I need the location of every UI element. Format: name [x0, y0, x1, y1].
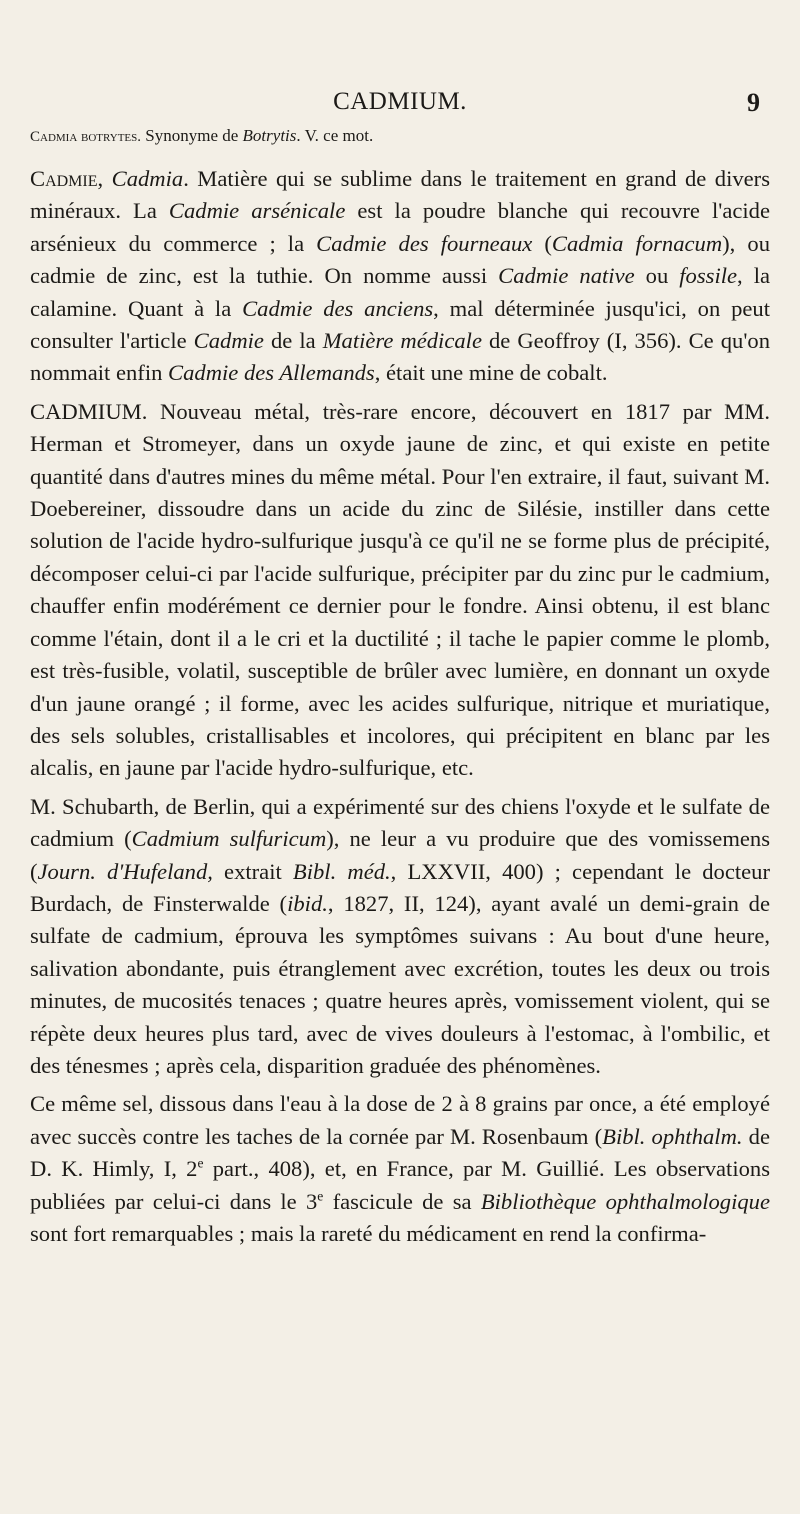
- text-run: , mal déterminée jusqu'ici, on peut consulter l'article: [30, 295, 770, 354]
- text-run: Ce même sel, dissous dans l'eau à la dose de 2 à 8 grains par once, a été employé avec succès contre les taches de la cornée par M. Rosenbaum (: [30, 1091, 770, 1149]
- text-run: Cadmia botrytes.: [30, 129, 142, 145]
- text-run: e: [317, 1188, 324, 1204]
- text-run: , était une mine de cobalt.: [374, 360, 608, 386]
- text-run: , 1827, II, 124), ayant avalé un demi-grain de sulfate de cadmium, éprouva les symptômes suivans : Au bout d'une heure, salivation abondante, puis étranglement avec excrétion, toutes les deux ou trois minutes, de mucosités tenaces ; quatre heures après, vomissement violent, qui se répète deux heures plus tard, avec de vives douleurs à l'estomac, à l'ombilic, et des ténesmes ; après cela, disparition graduée des phénomènes.: [30, 890, 770, 1078]
- text-run: e: [197, 1155, 204, 1171]
- text-run: sont fort remarquables ; mais la rareté du médicament en rend la confirma-: [30, 1221, 707, 1246]
- page-header: [30, 88, 770, 124]
- text-run: Journ. d'Hufeland,: [37, 858, 213, 884]
- text-run: Cadmie native: [498, 263, 635, 289]
- text-run: ), ou cadmie de zinc, est la tuthie. On nomme aussi: [30, 230, 770, 289]
- entry-schubarth: [30, 791, 770, 1083]
- text-run: Bibl. méd.: [292, 858, 391, 884]
- text-run: , LXXVII, 400) ; cependant le docteur Burdach, de Finsterwalde (: [30, 858, 770, 916]
- text-run: ), ne leur a vu produire que des vomissemens (: [30, 826, 771, 884]
- entry-rosenbaum: [30, 1088, 770, 1250]
- text-run: M. Schubarth, de Berlin, qui a expérimenté sur des chiens l'oxyde et le sulfate de cadmium (: [30, 793, 770, 852]
- text-run: . V. ce mot.: [296, 126, 374, 145]
- text-run: , la calamine. Quant à la: [30, 263, 771, 321]
- running-head: CADMIUM.: [333, 88, 467, 115]
- text-run: Bibliothèque ophthalmologique: [480, 1188, 770, 1214]
- text-run: de la: [263, 328, 323, 354]
- entry-cadmia-botrytes: [30, 124, 770, 149]
- page-number: 9: [747, 88, 760, 117]
- text-run: ,: [97, 166, 112, 191]
- text-run: part., 408), et, en France, par M. Guillié. Les observations publiées par celui-ci dans le 3: [30, 1156, 770, 1214]
- text-run: Cadmia: [111, 166, 184, 191]
- text-run: Cadmie des fourneaux: [316, 230, 533, 256]
- text-run: Botrytis: [242, 126, 297, 145]
- text-run: ibid.: [287, 890, 328, 916]
- entry-cadmie: [30, 163, 770, 390]
- text-run: Cadmia fornacum: [551, 230, 723, 256]
- text-run: Synonyme de: [141, 126, 243, 145]
- text-run: de Geoffroy (I, 356). Ce qu'on nommait enfin: [30, 328, 770, 386]
- text-run: Cadmie arsénicale: [168, 198, 346, 224]
- text-run: Cadmie: [193, 328, 264, 354]
- text-run: Cadmie des Allemands: [168, 360, 375, 386]
- text-run: CADMIUM. Nouveau métal, très-rare encore, découvert en 1817 par MM. Herman et Stromeyer, dans un oxyde jaune de zinc, et qui existe en petite quantité dans d'autres mines du même métal. Pour l'en extraire, il faut, suivant M. Doebereiner, dissoudre dans un acide du zinc de Silésie, instiller dans cette solution de l'acide hydro-sulfurique jusqu'à ce qu'il ne se forme plus de précipité, décomposer celui-ci par l'acide sulfurique, précipiter par du zinc pur le cadmium, chauffer enfin modérément ce dernier pour le fondre. Ainsi obtenu, il est blanc comme l'étain, dont il a le cri et la ductilité ; il tache le papier comme le plomb, est très-fusible, volatil, susceptible de brûler avec lumière, en donnant un oxyde d'un jaune orangé ; il forme, avec les acides sulfurique, nitrique et muriatique, des sels solubles, cristallisables et incolores, qui précipitent en blanc par les alcalis, en jaune par l'acide hydro-sulfurique, etc.: [30, 398, 770, 781]
- text-run: . Matière qui se sublime dans le traitement en grand de divers minéraux. La: [30, 166, 770, 224]
- text-run: Matière médicale: [322, 328, 482, 354]
- text-run: extrait: [212, 858, 293, 884]
- entry-cadmium: [30, 396, 770, 785]
- text-run: Cadmium sulfuricum: [131, 826, 327, 852]
- text-run: de D. K. Himly, I, 2: [30, 1123, 770, 1182]
- text-run: fascicule de sa: [323, 1188, 481, 1214]
- text-run: Bibl. ophthalm.: [602, 1123, 743, 1149]
- text-run: Cadmie des anciens: [242, 295, 434, 321]
- text-run: (: [532, 230, 552, 256]
- text-run: ou: [634, 263, 680, 289]
- text-run: fossile: [679, 263, 738, 289]
- text-run: est la poudre blanche qui recouvre l'acide arsénieux du commerce ; la: [30, 198, 770, 256]
- text-run: Cadmie: [30, 166, 98, 191]
